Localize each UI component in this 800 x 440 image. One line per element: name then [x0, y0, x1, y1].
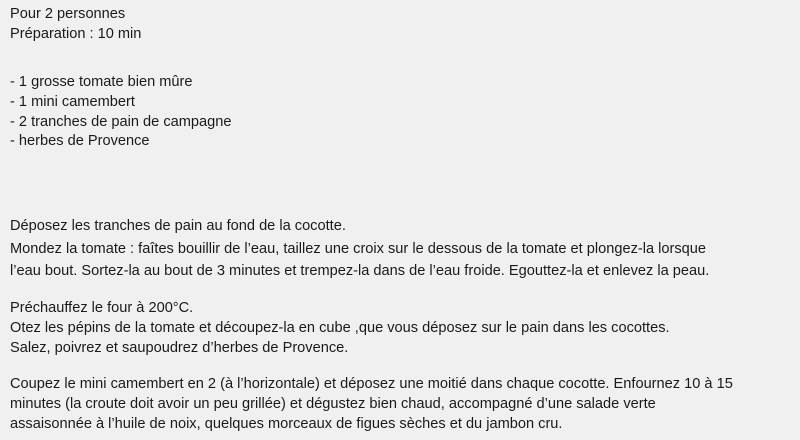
ingredient-item: - herbes de Provence — [10, 133, 150, 149]
step-line: Déposez les tranches de pain au fond de la cocotte. — [10, 218, 346, 234]
prep-time-line: Préparation : 10 min — [10, 26, 142, 42]
step-line: Mondez la tomate : faîtes bouillir de l’eau, taillez une croix sur le dessous de la tomate et plongez-la lorsque — [10, 241, 707, 257]
step-line: Coupez le mini camembert en 2 (à l’horizontale) et déposez une moitié dans chaque cocotte. Enfournez 10 à 15 — [10, 376, 733, 392]
step-line: Préchauffez le four à 200°C. — [10, 300, 194, 316]
ingredient-item: - 1 mini camembert — [10, 94, 135, 110]
step-line: l’eau bout. Sortez-la au bout de 3 minutes et trempez-la dans de l’eau froide. Egouttez-la et enlevez la peau. — [10, 263, 710, 279]
servings-line: Pour 2 personnes — [10, 6, 126, 22]
step-line: Salez, poivrez et saupoudrez d’herbes de Provence. — [10, 340, 349, 356]
step-line: Otez les pépins de la tomate et découpez-la en cube ,que vous déposez sur le pain dans les cocottes. — [10, 320, 670, 336]
step-line: assaisonnée à l’huile de noix, quelques morceaux de figues sèches et du jambon cru. — [10, 416, 563, 432]
ingredient-item: - 2 tranches de pain de campagne — [10, 114, 232, 130]
ingredient-item: - 1 grosse tomate bien mûre — [10, 74, 193, 90]
step-line: minutes (la croute doit avoir un peu grillée) et dégustez bien chaud, accompagné d’une salade verte — [10, 396, 656, 412]
